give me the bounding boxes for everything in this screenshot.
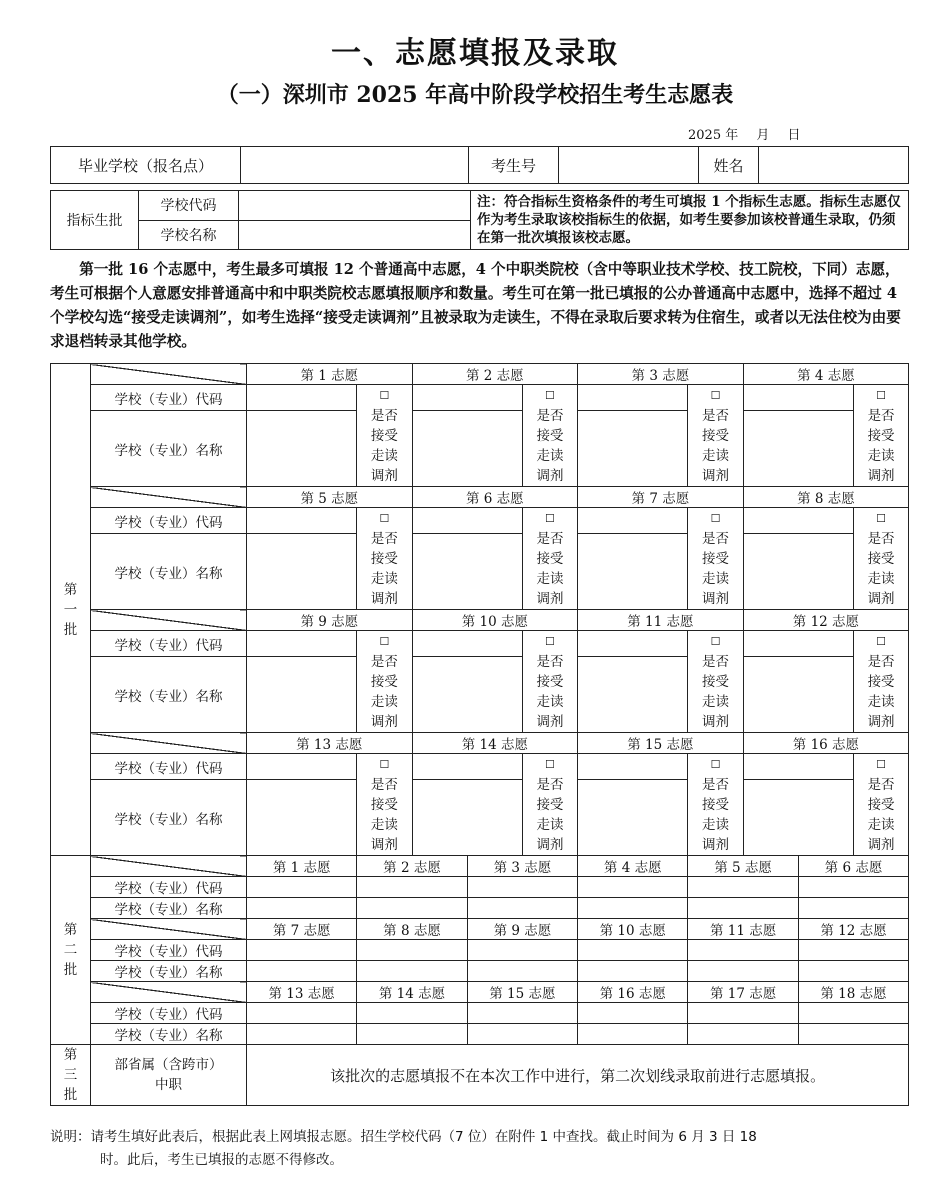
batch2-code-field[interactable] — [578, 940, 688, 961]
batch2-code-field[interactable] — [357, 1003, 467, 1024]
checkbox-icon[interactable]: ☐ — [876, 635, 886, 648]
commute-checkbox-text: 接受 — [702, 797, 730, 813]
batch1-name-field[interactable] — [412, 780, 522, 856]
batch3-label — [51, 1045, 91, 1106]
batch2-code-field[interactable] — [467, 940, 577, 961]
batch1-choice-header: 第 16 志愿 — [743, 733, 909, 754]
batch1-choice-header: 第 8 志愿 — [743, 487, 909, 508]
footer-notes — [50, 1126, 920, 1172]
commute-checkbox-text: 走读 — [536, 694, 564, 710]
indicator-name-label: 学校名称 — [139, 220, 239, 250]
date-month[interactable]: 月 — [756, 128, 770, 143]
batch2-name-field[interactable] — [467, 1024, 577, 1045]
commute-checkbox-text: 接受 — [370, 674, 398, 690]
batch2-name-field[interactable] — [688, 898, 798, 919]
batch1-code-field[interactable] — [412, 508, 522, 534]
commute-checkbox-text: 是否 — [536, 654, 564, 670]
batch2-code-label: 学校（专业）代码 — [91, 940, 247, 961]
batch2-name-field[interactable] — [688, 961, 798, 982]
commute-checkbox-text: 接受 — [867, 428, 895, 444]
commute-checkbox-text: 接受 — [370, 551, 398, 567]
batch1-name-label: 学校（专业）名称 — [91, 780, 247, 856]
commute-checkbox-text: 走读 — [370, 694, 398, 710]
batch2-name-field[interactable] — [357, 1024, 467, 1045]
batch2-code-field[interactable] — [578, 1003, 688, 1024]
commute-checkbox-text: 接受 — [702, 428, 730, 444]
checkbox-icon[interactable]: ☐ — [545, 758, 555, 771]
commute-checkbox-text: 是否 — [867, 531, 895, 547]
batch1-choice-header: 第 1 志愿 — [247, 364, 413, 385]
batch2-code-field[interactable] — [578, 877, 688, 898]
batch1-code-field[interactable] — [412, 631, 522, 657]
batch1-code-field[interactable] — [743, 508, 853, 534]
commute-checkbox-text: 是否 — [370, 654, 398, 670]
commute-checkbox-text: 接受 — [867, 797, 895, 813]
batch1-choice-header: 第 2 志愿 — [412, 364, 578, 385]
batch2-choice-header: 第 4 志愿 — [578, 856, 688, 877]
batch2-choice-header: 第 7 志愿 — [247, 919, 357, 940]
batch1-name-field[interactable] — [247, 411, 357, 487]
batch2-choice-header: 第 11 志愿 — [688, 919, 798, 940]
batch2-code-field[interactable] — [247, 877, 357, 898]
batch1-choice-header: 第 10 志愿 — [412, 610, 578, 631]
commute-checkbox-text: 接受 — [702, 674, 730, 690]
student-info-table — [50, 146, 909, 184]
batch2-label-char: 二 — [63, 942, 78, 958]
batch2-code-field[interactable] — [247, 940, 357, 961]
batch1-name-field[interactable] — [412, 411, 522, 487]
commute-checkbox-text: 走读 — [370, 817, 398, 833]
commute-checkbox-text: 接受 — [370, 797, 398, 813]
batch1-name-field[interactable] — [578, 534, 688, 610]
checkbox-icon[interactable]: ☐ — [710, 635, 721, 648]
batch2-choice-header: 第 3 志愿 — [467, 856, 577, 877]
batch2-name-field[interactable] — [578, 961, 688, 982]
batch1-choice-header: 第 15 志愿 — [578, 733, 744, 754]
checkbox-icon[interactable]: ☐ — [379, 512, 390, 525]
batch3-label-char: 批 — [63, 1087, 78, 1103]
commute-checkbox-text: 是否 — [867, 654, 895, 670]
batch1-choice-header: 第 13 志愿 — [247, 733, 413, 754]
student-name-label: 姓名 — [699, 147, 759, 184]
batch2-code-field[interactable] — [688, 940, 798, 961]
batch2-code-field[interactable] — [688, 877, 798, 898]
document-subtitle: （一）深圳市 2025 年高中阶段学校招生考生志愿表 — [216, 82, 734, 108]
batch1-name-field[interactable] — [247, 657, 357, 733]
commute-checkbox-cell[interactable] — [853, 385, 908, 487]
batch1-label-char: 一 — [63, 601, 78, 618]
checkbox-icon[interactable]: ☐ — [545, 512, 555, 525]
document-title: 一、志愿填报及录取 — [331, 36, 619, 71]
commute-checkbox-cell[interactable] — [522, 631, 577, 733]
batch2-choice-header: 第 14 志愿 — [357, 982, 467, 1003]
checkbox-icon[interactable]: ☐ — [710, 758, 721, 771]
commute-checkbox-text: 调剂 — [370, 714, 398, 730]
batch1-name-label: 学校（专业）名称 — [91, 657, 247, 733]
batch1-code-field[interactable] — [412, 754, 522, 780]
commute-checkbox-text: 是否 — [867, 777, 895, 793]
checkbox-icon[interactable]: ☐ — [545, 635, 555, 648]
batch2-name-field[interactable] — [467, 961, 577, 982]
commute-checkbox-text: 调剂 — [867, 591, 895, 607]
checkbox-icon[interactable]: ☐ — [710, 512, 721, 525]
commute-checkbox-text: 调剂 — [536, 714, 564, 730]
commute-checkbox-text: 接受 — [536, 428, 564, 444]
commute-checkbox-text: 调剂 — [867, 468, 895, 484]
commute-checkbox-cell[interactable] — [357, 754, 412, 856]
commute-checkbox-cell[interactable] — [357, 508, 412, 610]
commute-checkbox-text: 调剂 — [536, 591, 564, 607]
commute-checkbox-text: 调剂 — [702, 837, 730, 853]
checkbox-icon[interactable]: ☐ — [379, 635, 390, 648]
batch2-name-field[interactable] — [467, 898, 577, 919]
commute-checkbox-text: 调剂 — [867, 837, 895, 853]
batch1-name-field[interactable] — [412, 534, 522, 610]
diagonal-header-cell — [91, 856, 247, 877]
batch2-choice-header: 第 12 志愿 — [798, 919, 908, 940]
commute-checkbox-text: 接受 — [867, 674, 895, 690]
commute-checkbox-text: 接受 — [536, 674, 564, 690]
batch2-name-field[interactable] — [357, 961, 467, 982]
batch1-code-field[interactable] — [743, 631, 853, 657]
batch2-choice-header: 第 9 志愿 — [467, 919, 577, 940]
batch1-name-field[interactable] — [743, 780, 853, 856]
commute-checkbox-text: 走读 — [867, 448, 895, 464]
commute-checkbox-text: 是否 — [536, 531, 564, 547]
commute-checkbox-text: 是否 — [702, 531, 730, 547]
checkbox-icon[interactable]: ☐ — [876, 512, 886, 525]
commute-checkbox-text: 调剂 — [536, 837, 564, 853]
indicator-code-field[interactable] — [239, 191, 471, 221]
batch3-note: 该批次的志愿填报不在本次工作中进行，第二次划线录取前进行志愿填报。 — [247, 1045, 909, 1106]
batch1-choice-header: 第 14 志愿 — [412, 733, 578, 754]
batch1-code-field[interactable] — [247, 631, 357, 657]
instructions-paragraph: 第一批 16 个志愿中，考生最多可填报 12 个普通高中志愿，4 个中职类院校（含中等职业技术学校、技工院校，下同）志愿，考生可根据个人意愿安排普通高中和中职类院校志愿填报顺序和数量。考生可在第一批已填报的公办普通高中志愿中，选择不超过 4 个学校勾选“接受走读调剂”，如考生选择“接受走读调剂”且被录取为走读生，不得在录取后要求转为住宿生，或者以无法住校为由要求退档转录其他学校。 — [50, 261, 901, 350]
footer-line-1: 说明：请考生填好此表后，根据此表上网填报志愿。招生学校代码（7 位）在附件 1 中查找。截止时间为 6 月 3 日 18 — [50, 1129, 757, 1145]
batch1-code-field[interactable] — [412, 385, 522, 411]
commute-checkbox-text: 是否 — [867, 408, 895, 424]
batch3-category-line-1: 部省属（含跨市） — [114, 1057, 223, 1073]
commute-checkbox-cell[interactable] — [853, 754, 908, 856]
batch1-label — [51, 364, 91, 856]
batch3-category — [91, 1045, 247, 1106]
batch1-name-field[interactable] — [412, 657, 522, 733]
diagonal-header-cell — [91, 733, 247, 754]
batch2-name-field[interactable] — [578, 898, 688, 919]
batch2-label — [51, 856, 91, 1045]
batch1-name-field[interactable] — [247, 780, 357, 856]
batch1-label-char: 批 — [63, 621, 78, 638]
batch2-code-field[interactable] — [467, 877, 577, 898]
batch1-name-field[interactable] — [743, 411, 853, 487]
batch2-choice-header: 第 13 志愿 — [247, 982, 357, 1003]
batch2-name-field[interactable] — [247, 961, 357, 982]
batch2-name-label: 学校（专业）名称 — [91, 898, 247, 919]
batch2-choice-header: 第 16 志愿 — [578, 982, 688, 1003]
batch1-label-char: 第 — [63, 581, 78, 598]
diagonal-header-cell — [91, 919, 247, 940]
school-field[interactable] — [241, 147, 469, 184]
commute-checkbox-text: 走读 — [867, 571, 895, 587]
footer-line-2: 时。此后，考生已填报的志愿不得修改。 — [100, 1152, 343, 1168]
batch1-choice-header: 第 5 志愿 — [247, 487, 413, 508]
batch1-code-field[interactable] — [578, 754, 688, 780]
batch1-code-field[interactable] — [247, 508, 357, 534]
school-label: 毕业学校（报名点） — [51, 147, 241, 184]
exam-no-field[interactable] — [559, 147, 699, 184]
batch2-code-field[interactable] — [357, 940, 467, 961]
batch1-choice-header: 第 9 志愿 — [247, 610, 413, 631]
diagonal-header-cell — [91, 364, 247, 385]
batch1-code-field[interactable] — [743, 754, 853, 780]
commute-checkbox-text: 调剂 — [536, 468, 564, 484]
batch1-code-label: 学校（专业）代码 — [91, 508, 247, 534]
commute-checkbox-text: 调剂 — [370, 591, 398, 607]
commute-checkbox-text: 走读 — [702, 694, 730, 710]
batch1-name-field[interactable] — [743, 657, 853, 733]
indicator-note: 注：符合指标生资格条件的考生可填报 1 个指标生志愿。指标生志愿仅作为考生录取该校指标生的依据，如考生要参加该校普通生录取，仍须在第一批次填报该校志愿。 — [471, 191, 909, 250]
batch2-name-field[interactable] — [357, 898, 467, 919]
commute-checkbox-text: 是否 — [702, 408, 730, 424]
date-year[interactable]: 2025 年 — [688, 128, 739, 143]
commute-checkbox-text: 接受 — [867, 551, 895, 567]
batch2-code-label: 学校（专业）代码 — [91, 877, 247, 898]
commute-checkbox-text: 走读 — [370, 448, 398, 464]
batch1-choice-header: 第 7 志愿 — [578, 487, 744, 508]
batch2-code-field[interactable] — [467, 1003, 577, 1024]
indicator-name-field[interactable] — [239, 220, 471, 250]
commute-checkbox-cell[interactable] — [688, 754, 743, 856]
batch2-choice-header: 第 15 志愿 — [467, 982, 577, 1003]
commute-checkbox-text: 调剂 — [370, 468, 398, 484]
commute-checkbox-cell[interactable] — [357, 631, 412, 733]
commute-checkbox-text: 走读 — [536, 817, 564, 833]
batch2-choice-header: 第 18 志愿 — [798, 982, 908, 1003]
batch1-code-field[interactable] — [578, 631, 688, 657]
batch1-code-field[interactable] — [578, 508, 688, 534]
commute-checkbox-text: 接受 — [536, 797, 564, 813]
diagonal-header-cell — [91, 610, 247, 631]
batch2-choice-header: 第 1 志愿 — [247, 856, 357, 877]
commute-checkbox-cell[interactable] — [688, 508, 743, 610]
batch2-name-field[interactable] — [247, 898, 357, 919]
batch1-code-label: 学校（专业）代码 — [91, 385, 247, 411]
batch1-name-field[interactable] — [578, 657, 688, 733]
checkbox-icon[interactable]: ☐ — [379, 758, 390, 771]
commute-checkbox-cell[interactable] — [522, 754, 577, 856]
batch2-choice-header: 第 6 志愿 — [798, 856, 908, 877]
form-date — [688, 124, 815, 143]
commute-checkbox-text: 调剂 — [702, 468, 730, 484]
batch1-name-label: 学校（专业）名称 — [91, 534, 247, 610]
indicator-code-label: 学校代码 — [139, 191, 239, 221]
batch2-name-field[interactable] — [798, 1024, 908, 1045]
batch1-code-field[interactable] — [578, 385, 688, 411]
indicator-batch-label: 指标生批 — [51, 191, 139, 250]
batch1-choice-header: 第 3 志愿 — [578, 364, 744, 385]
batch3-label-char: 三 — [63, 1067, 78, 1083]
commute-checkbox-cell[interactable] — [688, 631, 743, 733]
commute-checkbox-text: 调剂 — [702, 591, 730, 607]
batch2-code-label: 学校（专业）代码 — [91, 1003, 247, 1024]
batch1-name-field[interactable] — [743, 534, 853, 610]
commute-checkbox-text: 是否 — [536, 408, 564, 424]
commute-checkbox-text: 调剂 — [370, 837, 398, 853]
commute-checkbox-cell[interactable] — [688, 385, 743, 487]
batch1-choice-header: 第 4 志愿 — [743, 364, 909, 385]
commute-checkbox-cell[interactable] — [522, 508, 577, 610]
commute-checkbox-text: 是否 — [536, 777, 564, 793]
checkbox-icon[interactable]: ☐ — [545, 389, 555, 402]
batch2-name-label: 学校（专业）名称 — [91, 961, 247, 982]
commute-checkbox-cell[interactable] — [853, 631, 908, 733]
checkbox-icon[interactable]: ☐ — [379, 389, 390, 402]
batch2-code-field[interactable] — [247, 1003, 357, 1024]
batch2-code-field[interactable] — [798, 1003, 908, 1024]
batch2-choice-header: 第 10 志愿 — [578, 919, 688, 940]
batch2-choice-header: 第 17 志愿 — [688, 982, 798, 1003]
batch1-name-field[interactable] — [578, 411, 688, 487]
batch2-name-field[interactable] — [578, 1024, 688, 1045]
batch2-code-field[interactable] — [688, 1003, 798, 1024]
commute-checkbox-text: 是否 — [702, 777, 730, 793]
commute-checkbox-text: 调剂 — [702, 714, 730, 730]
batch2-code-field[interactable] — [798, 940, 908, 961]
batch2-name-field[interactable] — [798, 898, 908, 919]
batch1-name-field[interactable] — [578, 780, 688, 856]
commute-checkbox-text: 走读 — [867, 694, 895, 710]
commute-checkbox-text: 走读 — [702, 448, 730, 464]
batch1-code-label: 学校（专业）代码 — [91, 631, 247, 657]
commute-checkbox-text: 是否 — [702, 654, 730, 670]
exam-no-label: 考生号 — [469, 147, 559, 184]
batch1-choice-header: 第 12 志愿 — [743, 610, 909, 631]
batch2-name-label: 学校（专业）名称 — [91, 1024, 247, 1045]
batch1-code-label: 学校（专业）代码 — [91, 754, 247, 780]
batch2-choice-header: 第 2 志愿 — [357, 856, 467, 877]
batch1-code-field[interactable] — [247, 754, 357, 780]
checkbox-icon[interactable]: ☐ — [876, 758, 886, 771]
commute-checkbox-cell[interactable] — [522, 385, 577, 487]
commute-checkbox-text: 是否 — [370, 408, 398, 424]
volunteer-table — [50, 363, 909, 1106]
commute-checkbox-cell[interactable] — [853, 508, 908, 610]
batch2-name-field[interactable] — [688, 1024, 798, 1045]
diagonal-header-cell — [91, 982, 247, 1003]
date-day[interactable]: 日 — [787, 128, 801, 143]
batch2-name-field[interactable] — [247, 1024, 357, 1045]
batch1-name-label: 学校（专业）名称 — [91, 411, 247, 487]
batch2-code-field[interactable] — [798, 877, 908, 898]
commute-checkbox-text: 走读 — [536, 571, 564, 587]
commute-checkbox-text: 是否 — [370, 531, 398, 547]
batch1-code-field[interactable] — [743, 385, 853, 411]
indicator-batch-table — [50, 190, 909, 250]
commute-checkbox-text: 调剂 — [867, 714, 895, 730]
batch1-name-field[interactable] — [247, 534, 357, 610]
batch1-choice-header: 第 6 志愿 — [412, 487, 578, 508]
diagonal-header-cell — [91, 487, 247, 508]
batch2-choice-header: 第 5 志愿 — [688, 856, 798, 877]
batch2-name-field[interactable] — [798, 961, 908, 982]
commute-checkbox-text: 接受 — [370, 428, 398, 444]
commute-checkbox-text: 接受 — [536, 551, 564, 567]
batch2-label-char: 批 — [63, 962, 78, 978]
commute-checkbox-text: 接受 — [702, 551, 730, 567]
batch2-choice-header: 第 8 志愿 — [357, 919, 467, 940]
batch3-label-char: 第 — [63, 1047, 78, 1063]
batch1-code-field[interactable] — [247, 385, 357, 411]
commute-checkbox-text: 走读 — [536, 448, 564, 464]
commute-checkbox-text: 走读 — [702, 571, 730, 587]
batch2-label-char: 第 — [63, 922, 78, 938]
commute-checkbox-cell[interactable] — [357, 385, 412, 487]
checkbox-icon[interactable]: ☐ — [876, 389, 886, 402]
commute-checkbox-text: 走读 — [702, 817, 730, 833]
commute-checkbox-text: 走读 — [867, 817, 895, 833]
commute-checkbox-text: 是否 — [370, 777, 398, 793]
batch3-category-line-2: 中职 — [155, 1077, 182, 1093]
student-name-field[interactable] — [759, 147, 909, 184]
batch2-code-field[interactable] — [357, 877, 467, 898]
commute-checkbox-text: 走读 — [370, 571, 398, 587]
batch1-choice-header: 第 11 志愿 — [578, 610, 744, 631]
checkbox-icon[interactable]: ☐ — [710, 389, 721, 402]
